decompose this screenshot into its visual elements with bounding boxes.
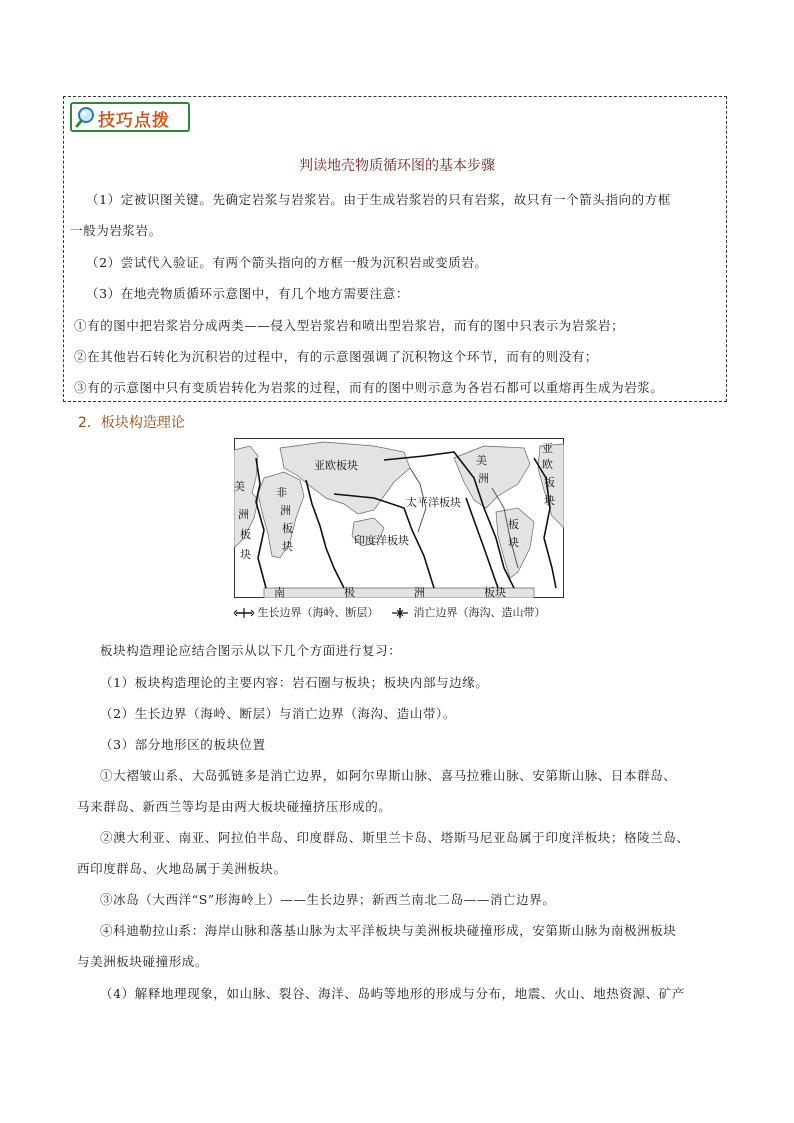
label-africa-4: 块 <box>282 540 293 553</box>
tip-paragraph-3: （3）在地壳物质循环示意图中，有几个地方需要注意： <box>86 286 409 301</box>
label-america-left-3: 板 <box>240 528 251 541</box>
tip-badge-label: 技巧点拨 <box>98 111 170 131</box>
body-c2-line-1: ②澳大利亚、南亚、阿拉伯半岛、印度群岛、斯里兰卡岛、塔斯马尼亚岛属于印度洋板块；格陵兰岛、 <box>100 830 690 845</box>
map-legend <box>234 604 546 620</box>
section-title: 2．板块构造理论 <box>78 415 185 431</box>
magnifier-icon <box>75 106 97 128</box>
legend-growth-label: 生长边界（海岭、断层） <box>257 606 379 619</box>
label-eurasia: 亚欧板块 <box>314 459 358 472</box>
body-c1-line-2: 马来群岛、新西兰等均是由两大板块碰撞挤压形成的。 <box>77 799 392 814</box>
label-america-right-2: 洲 <box>478 472 489 485</box>
label-indian: 印度洋板块 <box>354 534 409 547</box>
subduction-boundary-icon <box>390 607 410 619</box>
label-antarctic-4: 板块 <box>484 586 506 598</box>
body-item-2: （2）生长边界（海岭、断层）与消亡边界（海沟、造山带）。 <box>100 706 457 721</box>
label-america-left-4: 块 <box>240 548 251 561</box>
label-america-right-1: 美 <box>476 454 487 467</box>
body-c4-line-2: 与美洲板块碰撞形成。 <box>77 954 209 969</box>
legend-subduction-label: 消亡边界（海沟、造山带） <box>413 606 546 619</box>
label-america-left-2: 洲 <box>238 508 249 521</box>
tip-note-3: ③有的示意图中只有变质岩转化为岩浆的过程，而有的图中则示意为各岩石都可以重熔再生成为岩浆。 <box>74 380 664 395</box>
label-eurasia-right-3: 板 <box>544 476 555 489</box>
tip-note-1: ①有的图中把岩浆岩分成两类——侵入型岩浆岩和喷出型岩浆岩，而有的图中只表示为岩浆岩； <box>74 318 625 333</box>
tip-paragraph-1-line-1: （1）定被识图关键。先确定岩浆与岩浆岩。由于生成岩浆岩的只有岩浆，故只有一个箭头指向的方框 <box>86 192 671 207</box>
body-item-1: （1）板块构造理论的主要内容：岩石圈与板块；板块内部与边缘。 <box>100 675 489 690</box>
tip-note-2: ②在其他岩石转化为沉积岩的过程中，有的示意图强调了沉积物这个环节，而有的则没有； <box>74 349 599 364</box>
label-america-right-3: 板 <box>508 518 519 531</box>
label-america-right-4: 块 <box>508 536 519 549</box>
body-item-4: （4）解释地理现象，如山脉、裂谷、海洋、岛屿等地形的形成与分布，地震、火山、地热资源、矿产 <box>100 986 685 1001</box>
body-c1-line-1: ①大褶皱山系、大岛弧链多是消亡边界，如阿尔卑斯山脉、喜马拉雅山脉、安第斯山脉、日本群岛、 <box>100 768 677 783</box>
label-africa-3: 板 <box>282 522 293 535</box>
body-c4-line-1: ④科迪勒拉山系：海岸山脉和落基山脉为太平洋板块与美洲板块碰撞形成，安第斯山脉为南极洲板块 <box>100 923 677 938</box>
label-america-left-1: 美 <box>234 480 245 493</box>
label-antarctic-1: 南 <box>274 586 285 598</box>
label-antarctic-2: 极 <box>344 586 355 598</box>
label-eurasia-right-1: 亚 <box>542 442 553 455</box>
tip-badge <box>70 102 190 132</box>
body-c3: ③冰岛（大西洋“S”形海岭上）——生长边界；新西兰南北二岛——消亡边界。 <box>100 892 556 907</box>
plate-map <box>234 438 564 598</box>
body-item-3: （3）部分地形区的板块位置 <box>100 737 266 752</box>
growth-boundary-icon <box>234 607 254 619</box>
body-intro: 板块构造理论应结合图示从以下几个方面进行复习： <box>100 643 402 658</box>
tip-title: 判读地壳物质循环图的基本步骤 <box>299 158 495 174</box>
label-africa-2: 洲 <box>280 504 291 517</box>
tip-paragraph-1-line-2: 一般为岩浆岩。 <box>70 223 162 238</box>
plate-map-figure <box>234 438 564 598</box>
label-africa-1: 非 <box>276 486 287 499</box>
label-eurasia-right-4: 块 <box>544 494 555 507</box>
body-c2-line-2: 西印度群岛、火地岛属于美洲板块。 <box>77 861 287 876</box>
label-eurasia-right-2: 欧 <box>542 458 553 471</box>
tip-paragraph-2: （2）尝试代入验证。有两个箭头指向的方框一般为沉积岩或变质岩。 <box>86 255 488 270</box>
label-pacific: 太平洋板块 <box>406 496 461 509</box>
label-antarctic-3: 洲 <box>414 586 425 598</box>
